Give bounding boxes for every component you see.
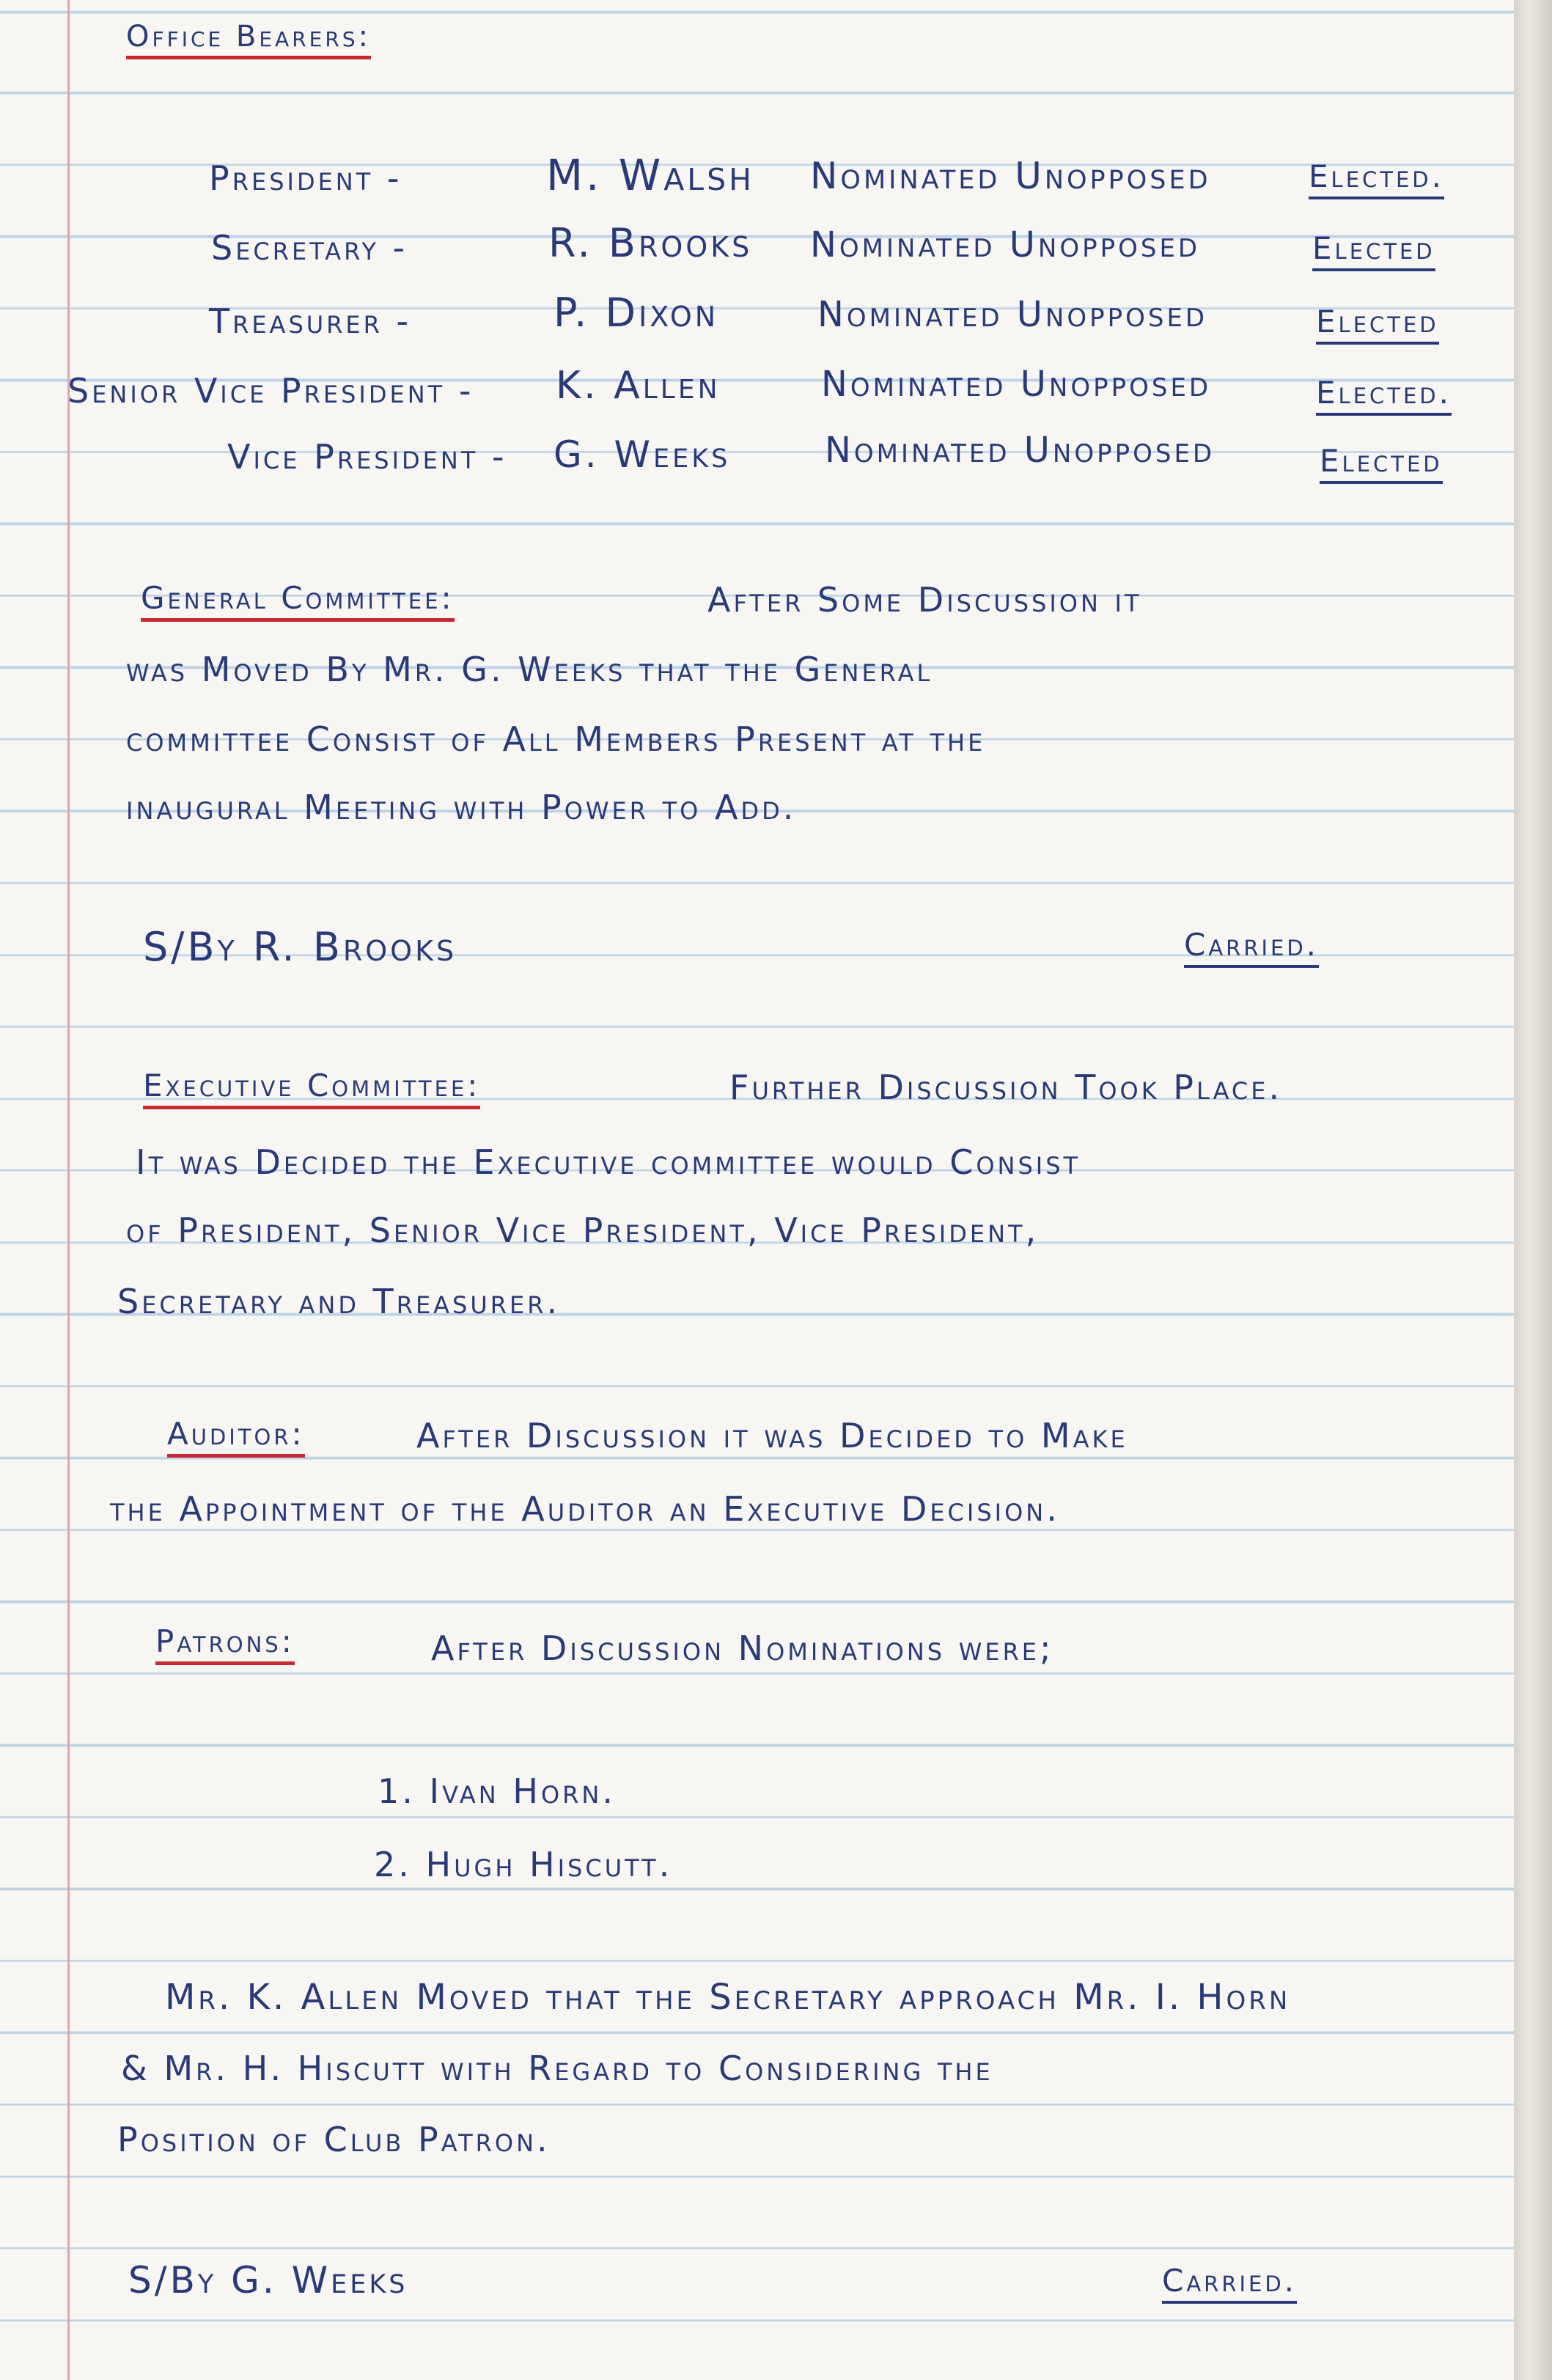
- executive-committee-text: Further Discussion Took Place.: [729, 1068, 1283, 1107]
- auditor-heading: Auditor:: [167, 1419, 305, 1458]
- auditor-text: the Appointment of the Auditor an Executive Decision.: [110, 1489, 1060, 1529]
- executive-committee-heading: Executive Committee:: [143, 1070, 480, 1109]
- executive-committee-text: It was Decided the Executive committee would Consist: [136, 1142, 1081, 1182]
- nomination-status: Nominated Unopposed: [817, 294, 1208, 335]
- role-label: President -: [209, 158, 402, 198]
- general-committee-text: was Moved By Mr. G. Weeks that the General: [126, 650, 933, 689]
- patron-nominee: 1. Ivan Horn.: [378, 1771, 616, 1811]
- motion-result: Carried.: [1184, 930, 1319, 968]
- auditor-text: After Discussion it was Decided to Make: [416, 1416, 1128, 1455]
- page-edge: [1514, 0, 1552, 2380]
- patrons-intro: After Discussion Nominations were;: [431, 1628, 1054, 1668]
- nomination-status: Nominated Unopposed: [810, 224, 1201, 265]
- motion-result: Carried.: [1162, 2266, 1297, 2304]
- patron-nominee: 2. Hugh Hiscutt.: [374, 1845, 673, 1884]
- general-committee-text: After Some Discussion it: [707, 580, 1142, 620]
- nomination-status: Nominated Unopposed: [810, 155, 1211, 197]
- seconded-by: S/By R. Brooks: [143, 924, 457, 970]
- nomination-status: Nominated Unopposed: [825, 430, 1216, 471]
- executive-committee-text: Secretary and Treasurer.: [117, 1282, 561, 1321]
- role-label: Vice President -: [227, 437, 507, 477]
- executive-committee-text: of President, Senior Vice President, Vice President,: [126, 1211, 1040, 1250]
- general-committee-heading: General Committee:: [141, 583, 455, 622]
- nomination-status: Nominated Unopposed: [821, 364, 1212, 405]
- bearer-name: G. Weeks: [554, 433, 731, 476]
- general-committee-text: committee Consist of All Members Present at the: [126, 719, 986, 759]
- seconded-by: S/By G. Weeks: [128, 2259, 408, 2302]
- patrons-heading: Patrons:: [155, 1626, 295, 1665]
- election-result: Elected.: [1316, 378, 1452, 416]
- office-bearers-heading: Office Bearers:: [126, 22, 371, 59]
- election-result: Elected: [1316, 306, 1439, 345]
- bearer-name: M. Walsh: [546, 150, 755, 200]
- election-result: Elected: [1320, 446, 1443, 484]
- role-label: Treasurer -: [209, 301, 412, 341]
- role-label: Secretary -: [211, 228, 408, 268]
- bearer-name: P. Dixon: [554, 290, 719, 336]
- margin-line: [67, 0, 70, 2380]
- patron-motion-text: & Mr. H. Hiscutt with Regard to Considering the: [121, 2049, 993, 2088]
- election-result: Elected: [1312, 233, 1435, 271]
- patron-motion-text: Position of Club Patron.: [117, 2120, 551, 2159]
- role-label: Senior Vice President -: [67, 371, 474, 411]
- bearer-name: R. Brooks: [548, 220, 753, 266]
- general-committee-text: inaugural Meeting with Power to Add.: [126, 787, 797, 827]
- election-result: Elected.: [1309, 161, 1444, 199]
- patron-motion-text: Mr. K. Allen Moved that the Secretary approach Mr. I. Horn: [165, 1977, 1291, 2018]
- bearer-name: K. Allen: [556, 364, 721, 408]
